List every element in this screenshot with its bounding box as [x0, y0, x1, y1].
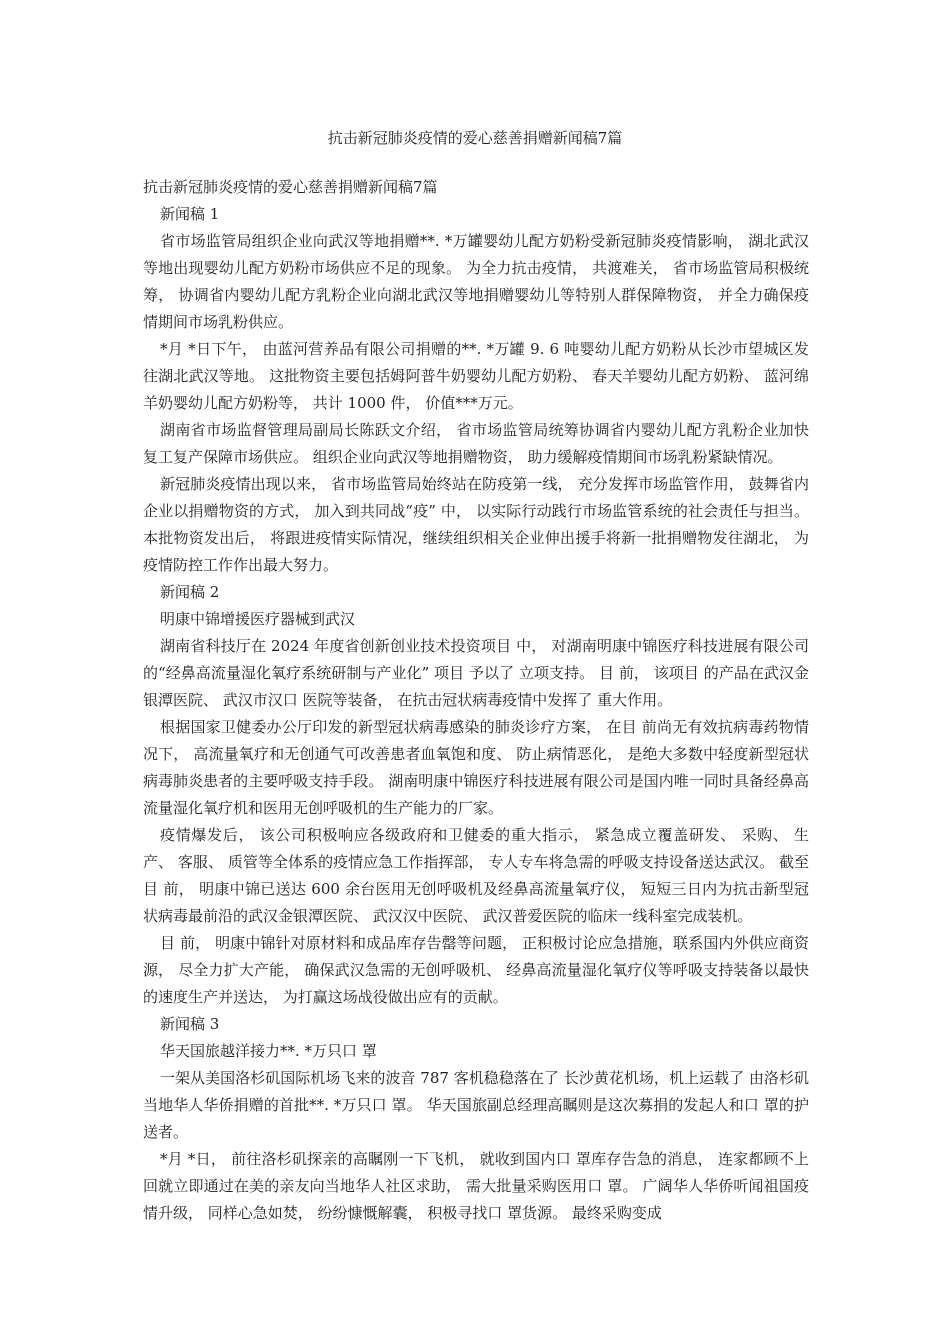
- page-title: 抗击新冠肺炎疫情的爱心慈善捐赠新闻稿7篇: [327, 129, 623, 147]
- section-label: 新闻稿 3: [160, 1015, 220, 1033]
- section-label: 新闻稿 2: [160, 583, 220, 601]
- paragraph: 根据国家卫健委办公厅印发的新型冠状病毒感染的肺炎诊疗方案， 在目 前尚无有效抗病毒药物情况下， 高流量氧疗和无创通气可改善患者血氧饱和度、 防止病情恶化， 是绝大多数中轻度新型冠状病毒肺炎患者的主要呼吸支持手段。 湖南明康中锦医疗科技进展有限公司是国内唯一同时具备经鼻高流量湿化氧疗机和医用无创呼吸机的生产能力的厂家。: [143, 718, 809, 817]
- paragraph: 新冠肺炎疫情出现以来， 省市场监管局始终站在防疫第一线， 充分发挥市场监管作用， 鼓舞省内企业以捐赠物资的方式， 加入到共同战“疫” 中， 以实际行动践行市场监管系统的社会责任与担当。 本批物资发出后， 将跟进疫情实际情况，继续组织相关企业伸出援手将新一批捐赠物发往湖北， 为疫情防控工作作出最大努力。: [143, 475, 809, 574]
- paragraph: 一架从美国洛杉矶国际机场飞来的波音 787 客机稳稳落在了 长沙黄花机场，机上运载了 由洛杉矶当地华人华侨捐赠的首批**. *万只口 罩。 华天国旅副总经理高瞩则是这次募捐的发起人和口 罩的护送者。: [143, 1069, 809, 1141]
- paragraph: *月 *日下午， 由蓝河营养品有限公司捐赠的**. *万罐 9. 6 吨婴幼儿配方奶粉从长沙市望城区发往湖北武汉等地。 这批物资主要包括姆阿普牛奶婴幼儿配方奶粉、 春天羊婴幼儿配方奶粉、 蓝河绵羊奶婴幼儿配方奶粉等， 共计 1000 件， 价值***万元。: [143, 340, 809, 412]
- paragraph: 疫情爆发后， 该公司积极响应各级政府和卫健委的重大指示， 紧急成立覆盖研发、 采购、 生产、 客服、 质管等全体系的疫情应急工作指挥部， 专人专车将急需的呼吸支持设备送达武汉。 截至目 前， 明康中锦已送达 600 余台医用无创呼吸机及经鼻高流量氧疗仪， 短短三日内为抗击新型冠状病毒最前沿的武汉金银潭医院、 武汉汉中医院、 武汉普爱医院的临床一线科室完成装机。: [143, 826, 809, 925]
- document-heading: 抗击新冠肺炎疫情的爱心慈善捐赠新闻稿7篇: [143, 178, 438, 196]
- section-subtitle: 明康中锦增援医疗器械到武汉: [160, 610, 356, 628]
- paragraph: 目 前， 明康中锦针对原材料和成品库存告罄等问题， 正积极讨论应急措施，联系国内外供应商资源， 尽全力扩大产能， 确保武汉急需的无创呼吸机、 经鼻高流量湿化氧疗仪等呼吸支持装备以最快的速度生产并送达， 为打赢这场战役做出应有的贡献。: [143, 934, 809, 1006]
- document-body: [143, 174, 809, 1227]
- paragraph: 湖南省市场监督管理局副局长陈跃文介绍， 省市场监管局统筹协调省内婴幼儿配方乳粉企业加快复工复产保障市场供应。 组织企业向武汉等地捐赠物资， 助力缓解疫情期间市场乳粉紧缺情况。: [143, 421, 809, 466]
- paragraph: *月 *日， 前往洛杉矶探亲的高瞩刚一下飞机， 就收到国内口 罩库存告急的消息， 连家都顾不上回就立即通过在美的亲友向当地华人社区求助， 需大批量采购医用口 罩。 广阔华人华侨听闻祖国疫情升级， 同样心急如焚， 纷纷慷慨解囊， 积极寻找口 罩货源。 最终采购变成: [143, 1150, 809, 1222]
- section-label: 新闻稿 1: [160, 205, 220, 223]
- section-subtitle: 华天国旅越洋接力**. *万只口 罩: [160, 1042, 377, 1060]
- paragraph: 湖南省科技厅在 2024 年度省创新创业技术投资项目 中， 对湖南明康中锦医疗科技进展有限公司的“经鼻高流量湿化氧疗系统研制与产业化” 项目 予以了 立项支持。 目 前， 该项目 的产品在武汉金银潭医院、 武汉市汉口 医院等装备， 在抗击冠状病毒疫情中发挥了 重大作用。: [143, 637, 809, 709]
- paragraph: 省市场监管局组织企业向武汉等地捐赠**. *万罐婴幼儿配方奶粉受新冠肺炎疫情影响， 湖北武汉等地出现婴幼儿配方奶粉市场供应不足的现象。 为全力抗击疫情， 共渡难关， 省市场监管局积极统筹， 协调省内婴幼儿配方乳粉企业向湖北武汉等地捐赠婴幼儿等特别人群保障物资， 并全力确保疫情期间市场乳粉供应。: [143, 232, 809, 331]
